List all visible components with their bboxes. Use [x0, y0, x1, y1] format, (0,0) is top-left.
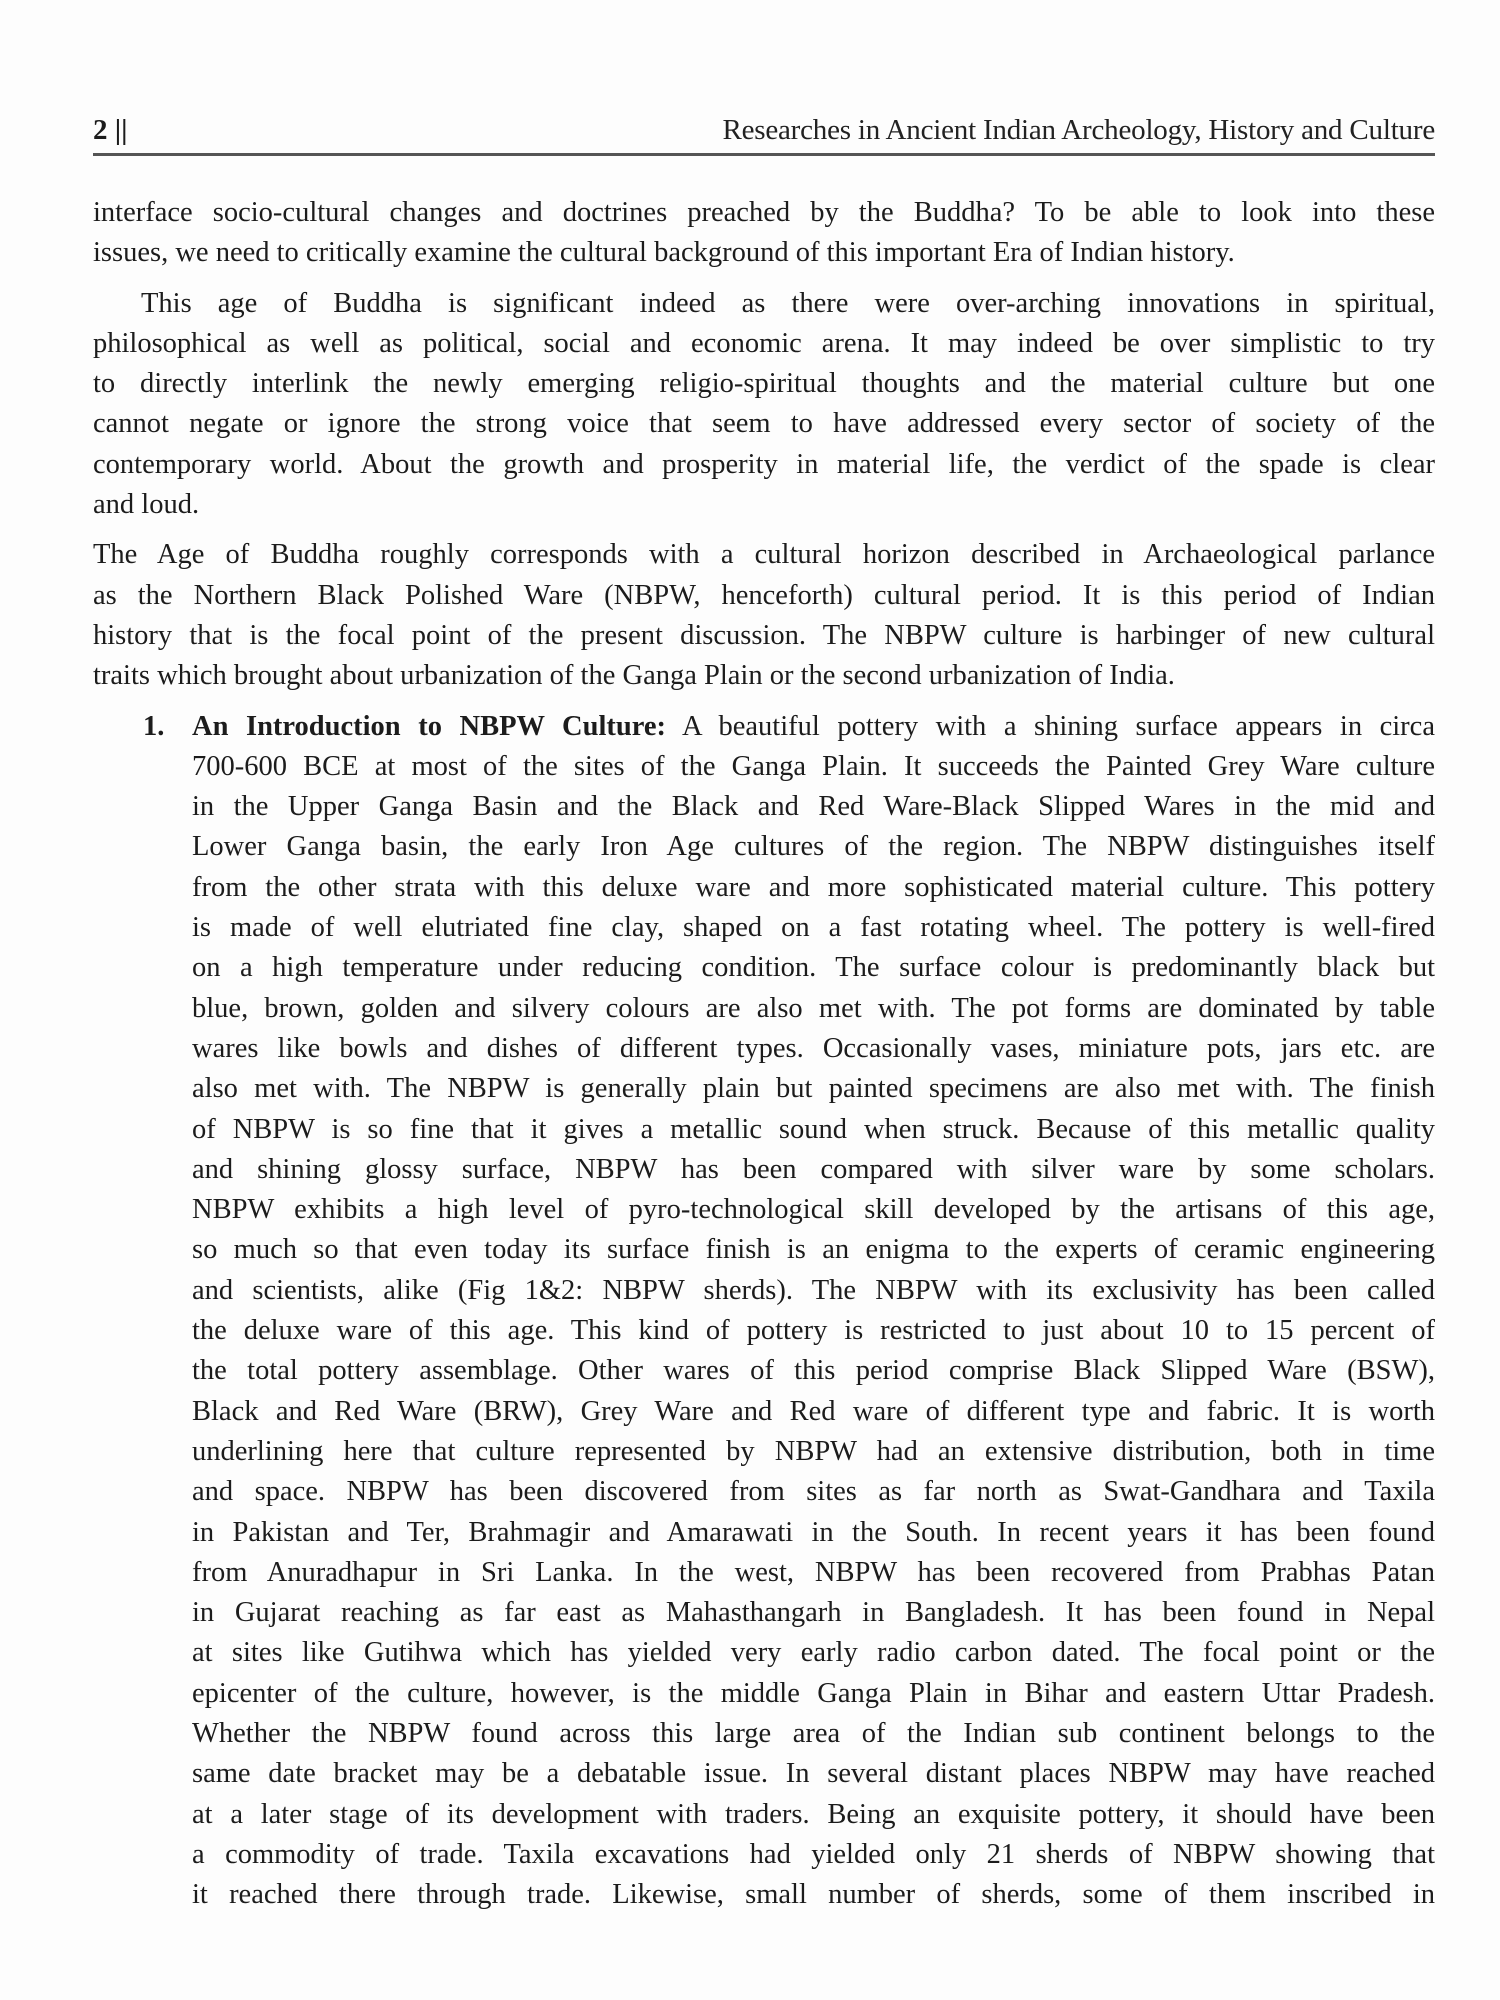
text-line: contemporary world. About the growth and prosperity in material life, the verdict of the spade is clear	[93, 448, 1435, 480]
text-line: epicenter of the culture, however, is the middle Ganga Plain in Bihar and eastern Uttar Pradesh.	[192, 1677, 1435, 1709]
text-line: philosophical as well as political, social and economic arena. It may indeed be over simplistic to try	[93, 327, 1435, 359]
text-line: a commodity of trade. Taxila excavations had yielded only 21 sherds of NBPW showing that	[192, 1838, 1435, 1870]
header-rule	[93, 153, 1435, 156]
running-header	[93, 108, 1435, 148]
list-number: 1.	[143, 710, 165, 742]
text-line: This age of Buddha is significant indeed as there were over-arching innovations in spiritual,	[141, 287, 1435, 319]
text-line: same date bracket may be a debatable issue. In several distant places NBPW may have reached	[192, 1758, 1435, 1790]
text-line: at sites like Gutihwa which has yielded very early radio carbon dated. The focal point or the	[192, 1637, 1435, 1669]
text-line: 700-600 BCE at most of the sites of the Ganga Plain. It succeeds the Painted Grey Ware culture	[192, 750, 1435, 782]
text-line: of NBPW is so fine that it gives a metallic sound when struck. Because of this metallic quality	[192, 1113, 1435, 1145]
running-title: Researches in Ancient Indian Archeology, History and Culture	[722, 114, 1435, 146]
text-line: underlining here that culture represented by NBPW had an extensive distribution, both in time	[192, 1435, 1435, 1467]
text-line: issues, we need to critically examine the cultural background of this important Era of Indian history.	[93, 237, 1235, 269]
text-line: the deluxe ware of this age. This kind of pottery is restricted to just about 10 to 15 percent of	[192, 1315, 1435, 1347]
text-line: from Anuradhapur in Sri Lanka. In the west, NBPW has been recovered from Prabhas Patan	[192, 1556, 1435, 1588]
list-item-first-line: A beautiful pottery with a shining surface appears in circa	[665, 710, 1435, 742]
text-line: history that is the focal point of the present discussion. The NBPW culture is harbinger of new cultural	[93, 619, 1435, 651]
list-item-body	[93, 707, 1435, 1916]
text-line: at a later stage of its development with traders. Being an exquisite pottery, it should have been	[192, 1798, 1435, 1830]
paragraph-3	[93, 535, 1435, 696]
text-line: wares like bowls and dishes of different types. Occasionally vases, miniature pots, jars etc. are	[192, 1032, 1435, 1064]
text-line	[192, 707, 1435, 747]
text-line: and loud.	[93, 489, 200, 521]
text-line: in Gujarat reaching as far east as Mahasthangarh in Bangladesh. It has been found in Nepal	[192, 1597, 1435, 1629]
text-line: Whether the NBPW found across this large area of the Indian sub continent belongs to the	[192, 1717, 1435, 1749]
text-line: Lower Ganga basin, the early Iron Age cultures of the region. The NBPW distinguishes itself	[192, 831, 1435, 863]
page-body	[93, 193, 1435, 1915]
text-line: as the Northern Black Polished Ware (NBPW, henceforth) cultural period. It is this period of Indian	[93, 579, 1435, 611]
text-line: blue, brown, golden and silvery colours are also met with. The pot forms are dominated by table	[192, 992, 1435, 1024]
text-line: NBPW exhibits a high level of pyro-technological skill developed by the artisans of this age,	[192, 1194, 1435, 1226]
text-line: and space. NBPW has been discovered from sites as far north as Swat-Gandhara and Taxila	[192, 1476, 1435, 1508]
text-line: traits which brought about urbanization of the Ganga Plain or the second urbanization of India.	[93, 660, 1175, 692]
paragraph-1	[93, 193, 1435, 274]
page-number: 2 ||	[93, 114, 128, 146]
text-line: is made of well elutriated fine clay, shaped on a fast rotating wheel. The pottery is well-fired	[192, 912, 1435, 944]
text-line: cannot negate or ignore the strong voice that seem to have addressed every sector of society of the	[93, 408, 1435, 440]
text-line: and shining glossy surface, NBPW has been compared with silver ware by some scholars.	[192, 1153, 1435, 1185]
text-line: in the Upper Ganga Basin and the Black and Red Ware-Black Slipped Wares in the mid and	[192, 791, 1435, 823]
text-line: the total pottery assemblage. Other wares of this period comprise Black Slipped Ware (BSW),	[192, 1355, 1435, 1387]
text-line: interface socio-cultural changes and doctrines preached by the Buddha? To be able to look into these	[93, 197, 1435, 228]
list-item-heading: An Introduction to NBPW Culture:	[192, 710, 666, 742]
text-line: from the other strata with this deluxe ware and more sophisticated material culture. This pottery	[192, 871, 1435, 903]
text-line: it reached there through trade. Likewise, small number of sherds, some of them inscribed in	[192, 1879, 1435, 1911]
text-line: also met with. The NBPW is generally plain but painted specimens are also met with. The finish	[192, 1073, 1435, 1105]
text-line: and scientists, alike (Fig 1&2: NBPW sherds). The NBPW with its exclusivity has been called	[192, 1274, 1435, 1306]
text-line: on a high temperature under reducing condition. The surface colour is predominantly black but	[192, 952, 1435, 984]
text-line: Black and Red Ware (BRW), Grey Ware and Red ware of different type and fabric. It is worth	[192, 1395, 1435, 1427]
numbered-list-item-1	[93, 707, 1435, 1916]
text-line: in Pakistan and Ter, Brahmagir and Amarawati in the South. In recent years it has been found	[192, 1516, 1435, 1548]
text-line: so much so that even today its surface finish is an enigma to the experts of ceramic engineering	[192, 1234, 1435, 1266]
paragraph-2	[93, 284, 1435, 526]
text-line: The Age of Buddha roughly corresponds with a cultural horizon described in Archaeological parlance	[93, 539, 1435, 571]
text-line: to directly interlink the newly emerging religio-spiritual thoughts and the material culture but one	[93, 368, 1435, 400]
